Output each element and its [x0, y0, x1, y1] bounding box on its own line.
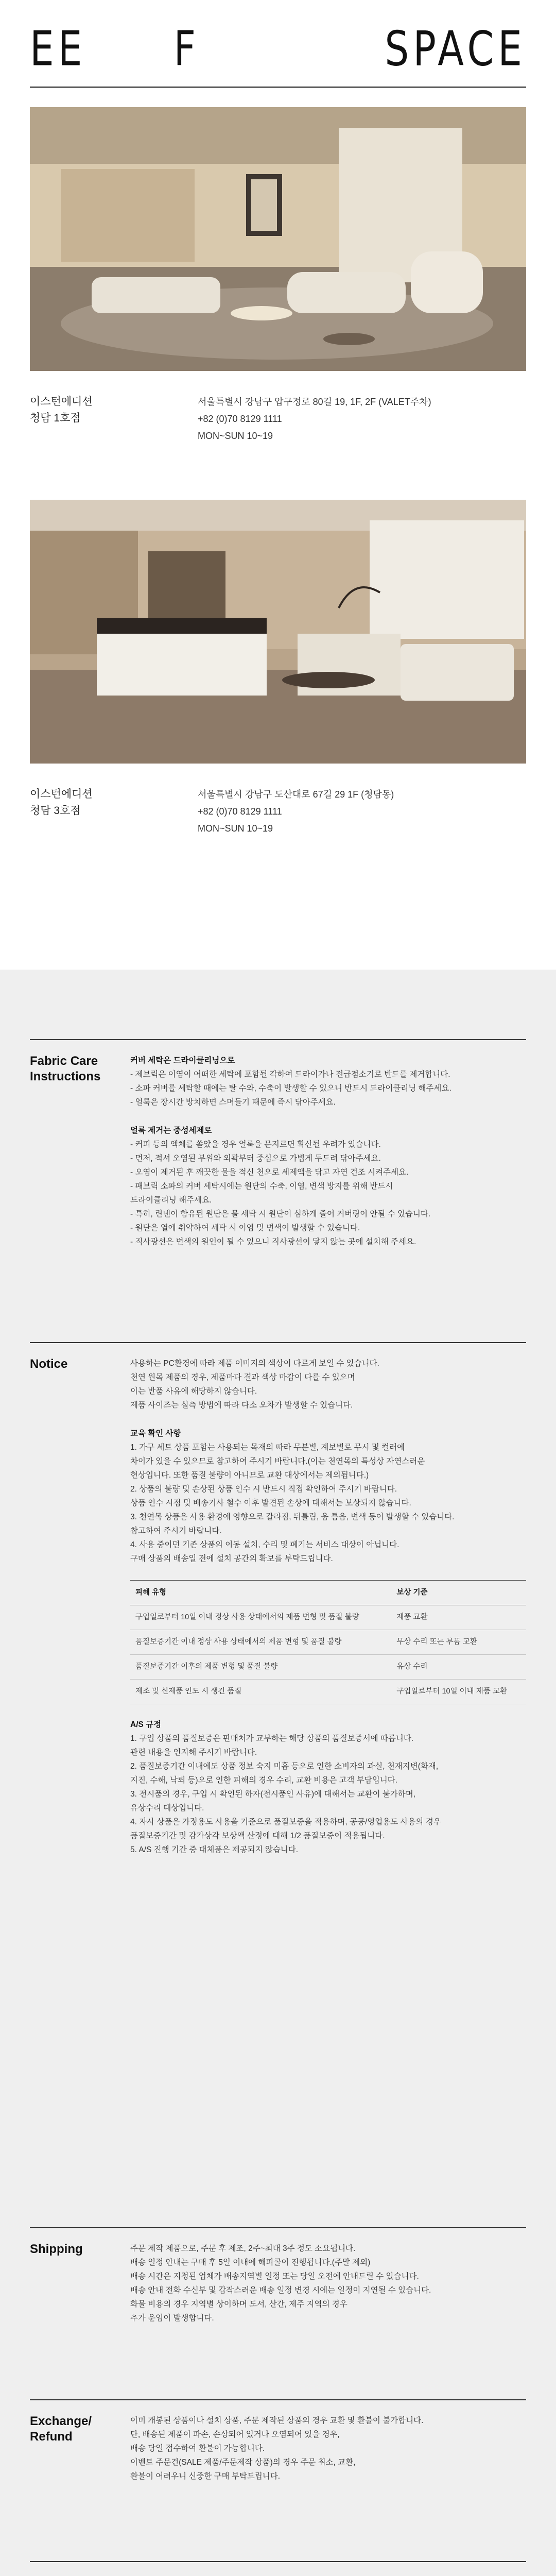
exchange-refund-section — [30, 2399, 526, 2561]
as-head: A/S 규정 — [130, 1720, 162, 1729]
notice-intro-line: 이는 반품 사유에 해당하지 않습니다. — [130, 1387, 257, 1396]
shipping-line: 추가 운임이 발생합니다. — [130, 2314, 214, 2323]
store-1-brand: 이스턴에디션 — [30, 396, 93, 408]
fabric-head-2: 얼룩 제거는 중성세제로 — [130, 1126, 212, 1135]
store-2 — [30, 500, 526, 892]
as-line: 1. 구입 상품의 품질보증은 판매처가 교부하는 해당 상품의 품질보증서에 따릅니다. — [130, 1734, 414, 1743]
store-2-hours: MON~SUN 10~19 — [198, 823, 273, 834]
store-2-phone: +82 (0)70 8129 1111 — [198, 806, 282, 817]
as-line: 관련 내용을 인지해 주시기 바랍니다. — [130, 1748, 257, 1757]
as-line: 3. 전시품의 경우, 구입 시 확인된 하자(전시품인 사유)에 대해서는 교환이 불가하며, — [130, 1790, 416, 1799]
fabric-line: - 특히, 린넨이 함유된 원단은 물 세탁 시 원단이 심하게 줄어 커버링이 안될 수 있습니다. — [130, 1210, 431, 1218]
table-row — [130, 1655, 526, 1680]
notice-intro-line: 제품 사이즈는 실측 방법에 따라 다소 오차가 발생할 수 있습니다. — [130, 1401, 353, 1410]
table-cell: 품질보증기간 이내 정상 사용 상태에서의 제품 변형 및 품질 불량 — [130, 1630, 391, 1655]
table-cell: 제품 교환 — [391, 1605, 526, 1630]
delivery-charge-section — [30, 2561, 526, 2576]
shipping-line: 배송 안내 전화 수신부 및 갑작스러운 배송 일정 변경 시에는 일정이 지연될 수 있습니다. — [130, 2286, 431, 2295]
showroom-section — [0, 0, 556, 892]
notice-intro-line: 천연 원목 제품의 경우, 제품마다 결과 색상 마감이 다를 수 있으며 — [130, 1373, 355, 1382]
notice-line: 3. 천연목 상품은 사용 환경에 영향으로 갈라짐, 뒤틀림, 움 틈음, 변색 등이 발생할 수 있습니다. — [130, 1513, 455, 1521]
store-1-photo — [30, 107, 526, 371]
store-2-branch: 청담 3호점 — [30, 805, 81, 817]
notice-line: 구매 상품의 배송일 전에 설치 공간의 확보를 부탁드립니다. — [130, 1554, 333, 1563]
store-2-address: 서울특별시 강남구 도산대로 67길 29 1F (청담동) — [198, 789, 394, 800]
shipping-title: Shipping — [30, 2242, 83, 2256]
notice-line: 1. 가구 세트 상품 포함는 사용되는 목재의 따라 무분별, 계보별로 무시 및 컬러에 — [130, 1443, 405, 1452]
store-2-brand: 이스턴에디션 — [30, 788, 93, 800]
shipping-line: 화물 비용의 경우 지역별 상이하며 도서, 산간, 제주 지역의 경우 — [130, 2300, 348, 2309]
fabric-line: - 패브릭 소파의 커버 세탁시에는 원단의 수축, 이염, 변색 방지를 위해 반드시 — [130, 1182, 393, 1191]
table-cell: 유상 수리 — [391, 1655, 526, 1680]
brand-header — [30, 0, 526, 77]
as-line: 5. A/S 진행 기간 중 대체품은 제공되지 않습니다. — [130, 1845, 299, 1854]
exchange-line: 환불이 어려우니 신중한 구매 부탁드립니다. — [130, 2472, 281, 2481]
table-row — [130, 1630, 526, 1655]
notice-line: 상품 인수 시점 및 배송기사 철수 이후 발견된 손상에 대해서는 보상되지 않습니다. — [130, 1499, 411, 1507]
brand-divider — [30, 87, 526, 88]
fabric-line: - 얼룩은 장시간 방치하면 스며들기 때문에 즉시 닦아주세요. — [130, 1098, 336, 1107]
table-cell: 구입일로부터 10일 이내 정상 사용 상태에서의 제품 변형 및 품질 불량 — [130, 1605, 391, 1630]
shipping-line: 배송 시간은 지정된 업체가 배송지역별 일정 또는 당일 오전에 안내드릴 수 있습니다. — [130, 2272, 419, 2281]
fabric-line: - 커피 등의 액체를 쏟았을 경우 얼룩을 문지르면 확산될 우려가 있습니다. — [130, 1140, 381, 1149]
store-1-branch: 청담 1호점 — [30, 412, 81, 424]
as-line: 품질보증기간 및 감가상각 보상액 산정에 대해 1/2 품질보증이 적용됩니다. — [130, 1832, 385, 1840]
shipping-line: 주문 제작 제품으로, 주문 후 제조, 2주~최대 3주 정도 소요됩니다. — [130, 2244, 356, 2253]
fabric-care-section — [30, 1039, 526, 1342]
shipping-section — [30, 2227, 526, 2399]
notice-intro-line: 사용하는 PC환경에 따라 제품 이미지의 색상이 다르게 보일 수 있습니다. — [130, 1359, 379, 1368]
exchange-line: 단, 배송된 제품이 파손, 손상되어 있거나 오염되어 있을 경우, — [130, 2430, 340, 2439]
as-line: 유상수리 대상입니다. — [130, 1804, 204, 1812]
fabric-line: - 오염이 제거된 후 깨끗한 물을 적신 천으로 세제액을 닦고 자연 건조 시켜주세요. — [130, 1168, 409, 1177]
shipping-line: 배송 일정 안내는 구매 후 5일 이내에 해피콜이 진행됩니다.(주말 제외) — [130, 2258, 371, 2267]
product-info-section — [0, 970, 556, 2576]
as-line: 2. 품질보증기간 이내에도 상품 정보 숙지 미흡 등으로 인한 소비자의 과실, 천재지변(화재, — [130, 1762, 439, 1771]
brand-word-space: SPACE — [385, 21, 526, 77]
store-1-phone: +82 (0)70 8129 1111 — [198, 414, 282, 424]
table-cell: 제조 및 신제품 인도 시 생긴 품질 — [130, 1680, 391, 1704]
exchange-line: 이벤트 주문건(SALE 제품/주문제작 상품)의 경우 주문 취소, 교환, — [130, 2458, 356, 2467]
table-cell: 무상 수리 또는 부품 교환 — [391, 1630, 526, 1655]
fabric-line: - 원단은 열에 취약하여 세탁 시 이염 및 변색이 발생할 수 있습니다. — [130, 1224, 360, 1232]
table-header: 피해 유형 — [130, 1581, 391, 1605]
exchange-line: 배송 당일 접수하여 환불이 가능합니다. — [130, 2444, 265, 2453]
fabric-line: - 먼저, 적셔 오염된 부위와 외곽부터 중심으로 가볍게 두드려 닦아주세요. — [130, 1154, 381, 1163]
notice-line: 2. 상품의 불량 및 손상된 상품 인수 시 반드시 직접 확인하여 주시기 바랍니다. — [130, 1485, 397, 1494]
exchange-title-line2: Refund — [30, 2430, 73, 2444]
notice-line: 참고하여 주시기 바랍니다. — [130, 1527, 222, 1535]
fabric-line: - 소파 커버를 세탁할 때에는 탈 수와, 수축이 발생할 수 있으니 반드시 드라이클리닝 해주세요. — [130, 1084, 451, 1093]
notice-head: 교육 확인 사항 — [130, 1429, 181, 1438]
fabric-head-1: 커버 세탁은 드라이클리닝으로 — [130, 1056, 235, 1065]
store-1-address: 서울특별시 강남구 압구정로 80길 19, 1F, 2F (VALET주차) — [198, 397, 431, 407]
fabric-title-line1: Fabric Care — [30, 1054, 98, 1068]
table-cell: 구입일로부터 10일 이내 제품 교환 — [391, 1680, 526, 1704]
as-line: 4. 자사 상품은 가정용도 사용을 기준으로 품질보증을 적용하며, 공공/영업용도 사용의 경우 — [130, 1818, 441, 1826]
store-1-hours: MON~SUN 10~19 — [198, 431, 273, 441]
exchange-title-line1: Exchange/ — [30, 2414, 92, 2428]
store-2-photo — [30, 500, 526, 764]
fabric-title-line2: Instructions — [30, 1070, 101, 1083]
brand-mark-f: F — [173, 21, 200, 77]
damage-compensation-table — [130, 1580, 526, 1704]
notice-line: 차이가 있을 수 있으므로 참고하여 주시기 바랍니다.(이는 천연목의 특성상 자연스러운 — [130, 1457, 425, 1466]
notice-section — [30, 1342, 526, 2227]
store-1 — [30, 107, 526, 500]
brand-mark-ee: EE — [30, 21, 86, 77]
notice-line: 현상입니다. 또한 품질 불량이 아니므로 교환 대상에서는 제외됩니다.) — [130, 1471, 369, 1480]
fabric-line: - 직사광선은 변색의 원인이 될 수 있으니 직사광선이 닿지 않는 곳에 설치해 주세요. — [130, 1238, 416, 1246]
notice-line: 4. 사용 중이던 기존 상품의 이동 설치, 수리 및 폐기는 서비스 대상이 아닙니다. — [130, 1540, 399, 1549]
fabric-line: 드라이클리닝 해주세요. — [130, 1196, 212, 1205]
table-header: 보상 기준 — [391, 1581, 526, 1605]
as-line: 지진, 수해, 낙뢰 등)으로 인한 피해의 경우 수리, 교환 비용은 고객 부담입니다. — [130, 1776, 397, 1785]
exchange-line: 이미 개봉된 상품이나 설치 상품, 주문 제작된 상품의 경우 교환 및 환불이 불가합니다. — [130, 2416, 424, 2425]
table-row — [130, 1605, 526, 1630]
fabric-line: - 제브릭은 이염이 어떠한 세탁에 포함될 각하여 드라이가나 전급점소기로 반드를 제거합니다. — [130, 1070, 450, 1079]
notice-title: Notice — [30, 1357, 68, 1371]
table-row — [130, 1680, 526, 1704]
table-cell: 품질보증기간 이후의 제품 변형 및 품질 불량 — [130, 1655, 391, 1680]
